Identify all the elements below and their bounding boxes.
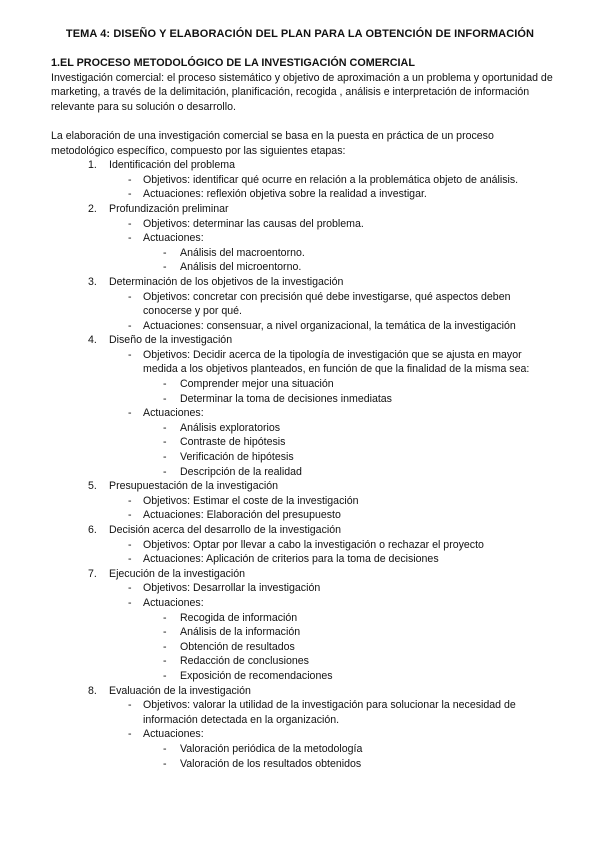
document-body	[51, 56, 556, 771]
dash-bullet: -	[128, 319, 132, 332]
dash-bullet: -	[128, 728, 132, 741]
phase-number: 8.	[88, 684, 97, 697]
phase-detail-text: Objetivos: determinar las causas del problema.	[143, 217, 364, 230]
phase-label: Determinación de los objetivos de la investigación	[109, 275, 344, 288]
nested-item	[51, 435, 556, 450]
nested-item-text: Obtención de resultados	[180, 640, 295, 653]
phase-detail-text: Actuaciones:	[143, 407, 204, 420]
phase-detail-item	[51, 508, 556, 523]
nested-item	[51, 625, 556, 640]
phase-detail-text: Objetivos: valorar la utilidad de la investigación para solucionar la necesidad de información detectada en la organización.	[143, 699, 516, 726]
phase-detail-item	[51, 217, 556, 232]
dash-bullet: -	[163, 626, 167, 639]
nested-item-text: Determinar la toma de decisiones inmediatas	[180, 392, 392, 405]
nested-item	[51, 654, 556, 669]
phase-label: Identificación del problema	[109, 159, 236, 172]
phase-label: Presupuestación de la investigación	[109, 480, 279, 493]
phase-number: 2.	[88, 202, 97, 215]
phase-detail-text: Actuaciones:	[143, 596, 204, 609]
nested-item-text: Exposición de recomendaciones	[180, 669, 333, 682]
phase-number: 4.	[88, 334, 97, 347]
phase-detail-item	[51, 187, 556, 202]
dash-bullet: -	[128, 188, 132, 201]
phase-detail-text: Actuaciones: reflexión objetiva sobre la realidad a investigar.	[143, 188, 427, 201]
phase-detail-item	[51, 173, 556, 188]
phase-detail-item	[51, 348, 556, 377]
nested-item-text: Valoración periódica de la metodología	[180, 742, 363, 755]
phase-item	[51, 202, 556, 217]
paragraph-spacer	[51, 114, 556, 129]
dash-bullet: -	[163, 640, 167, 653]
dash-bullet: -	[163, 378, 167, 391]
dash-bullet: -	[128, 538, 132, 551]
dash-bullet: -	[163, 655, 167, 668]
phase-detail-item	[51, 406, 556, 421]
nested-item	[51, 465, 556, 480]
dash-bullet: -	[128, 348, 132, 361]
nested-item	[51, 421, 556, 436]
nested-item-text: Valoración de los resultados obtenidos	[180, 757, 362, 770]
phase-detail-text: Objetivos: Decidir acerca de la tipología de investigación que se ajusta en mayor medida a los objetivos planteados, en función de que la finalidad de la misma sea:	[143, 348, 530, 376]
phase-item	[51, 567, 556, 582]
nested-item-text: Comprender mejor una situación	[180, 378, 334, 391]
dash-bullet: -	[128, 494, 132, 507]
phase-number: 3.	[88, 275, 97, 288]
dash-bullet: -	[128, 173, 132, 186]
nested-item-text: Análisis del microentorno.	[180, 261, 302, 274]
phase-detail-item	[51, 596, 556, 611]
dash-bullet: -	[128, 699, 132, 712]
document-title: TEMA 4: DISEÑO Y ELABORACIÓN DEL PLAN PARA LA OBTENCIÓN DE INFORMACIÓN	[65, 28, 535, 40]
phase-detail-text: Actuaciones: Aplicación de criterios para la toma de decisiones	[143, 553, 439, 566]
nested-item	[51, 669, 556, 684]
phase-item	[51, 479, 556, 494]
phase-item	[51, 684, 556, 699]
dash-bullet: -	[163, 451, 167, 464]
dash-bullet: -	[163, 669, 167, 682]
phase-detail-text: Actuaciones: consensuar, a nivel organizacional, la temática de la investigación	[143, 319, 516, 332]
dash-bullet: -	[163, 465, 167, 478]
nested-item-text: Recogida de información	[180, 611, 298, 624]
phase-detail-item	[51, 538, 556, 553]
phase-item	[51, 523, 556, 538]
nested-item	[51, 611, 556, 626]
phase-item	[51, 333, 556, 348]
nested-item-text: Contraste de hipótesis	[180, 436, 286, 449]
dash-bullet: -	[128, 290, 132, 303]
phase-detail-text: Objetivos: Optar por llevar a cabo la investigación o rechazar el proyecto	[143, 538, 484, 551]
phase-detail-text: Actuaciones:	[143, 232, 204, 245]
phase-detail-text: Objetivos: identificar qué ocurre en relación a la problemática objeto de análisis.	[143, 173, 519, 186]
phase-detail-text: Objetivos: concretar con precisión qué debe investigarse, qué aspectos deben conocerse y por qué.	[143, 290, 511, 318]
phase-detail-item	[51, 552, 556, 567]
phase-number: 5.	[88, 480, 97, 493]
phase-item	[51, 275, 556, 290]
dash-bullet: -	[163, 261, 167, 274]
nested-item	[51, 742, 556, 757]
dash-bullet: -	[128, 407, 132, 420]
nested-item-text: Verificación de hipótesis	[180, 451, 294, 464]
nested-item	[51, 377, 556, 392]
dash-bullet: -	[163, 611, 167, 624]
phase-item	[51, 158, 556, 173]
nested-item	[51, 246, 556, 261]
phase-detail-item	[51, 494, 556, 509]
nested-item-text: Análisis de la información	[180, 626, 301, 639]
phase-detail-item	[51, 290, 556, 319]
phase-detail-item	[51, 231, 556, 246]
definition-paragraph: Investigación comercial: el proceso sistemático y objetivo de aproximación a un problema y oportunidad de marketing, a través de la delimitación, planificación, recogida , análisis e interpretación de información relevante para su solución o desarrollo.	[51, 71, 553, 113]
dash-bullet: -	[128, 553, 132, 566]
phase-number: 1.	[88, 159, 97, 172]
nested-item-text: Análisis exploratorios	[180, 421, 281, 434]
dash-bullet: -	[163, 436, 167, 449]
intro-paragraph: La elaboración de una investigación comercial se basa en la puesta en práctica de un proceso metodológico específico, compuesto por las siguientes etapas:	[51, 129, 494, 157]
phase-detail-text: Actuaciones:	[143, 728, 204, 741]
dash-bullet: -	[163, 392, 167, 405]
nested-item-text: Redacción de conclusiones	[180, 655, 309, 668]
phase-detail-item	[51, 727, 556, 742]
phase-number: 6.	[88, 524, 97, 536]
dash-bullet: -	[163, 421, 167, 434]
nested-item	[51, 260, 556, 275]
dash-bullet: -	[128, 232, 132, 245]
phase-detail-item	[51, 319, 556, 334]
dash-bullet: -	[163, 742, 167, 755]
phase-label: Ejecución de la investigación	[109, 567, 246, 580]
dash-bullet: -	[128, 509, 132, 522]
dash-bullet: -	[163, 246, 167, 259]
phase-detail-text: Objetivos: Desarrollar la investigación	[143, 582, 321, 595]
phase-label: Evaluación de la investigación	[109, 684, 251, 697]
nested-item	[51, 450, 556, 465]
phase-list	[51, 158, 556, 771]
dash-bullet: -	[128, 217, 132, 230]
nested-item	[51, 640, 556, 655]
phase-detail-item	[51, 581, 556, 596]
nested-item	[51, 392, 556, 407]
dash-bullet: -	[128, 596, 132, 609]
phase-detail-text: Actuaciones: Elaboración del presupuesto	[143, 509, 341, 522]
phase-label: Decisión acerca del desarrollo de la investigación	[109, 524, 342, 536]
phase-number: 7.	[88, 567, 97, 580]
nested-item	[51, 757, 556, 772]
dash-bullet: -	[128, 582, 132, 595]
phase-detail-text: Objetivos: Estimar el coste de la investigación	[143, 494, 359, 507]
dash-bullet: -	[163, 757, 167, 770]
phase-detail-item	[51, 698, 556, 727]
phase-label: Diseño de la investigación	[109, 334, 233, 347]
section-heading: 1.EL PROCESO METODOLÓGICO DE LA INVESTIGACIÓN COMERCIAL	[51, 57, 415, 69]
nested-item-text: Descripción de la realidad	[180, 465, 302, 478]
nested-item-text: Análisis del macroentorno.	[180, 246, 305, 259]
phase-label: Profundización preliminar	[109, 202, 229, 215]
